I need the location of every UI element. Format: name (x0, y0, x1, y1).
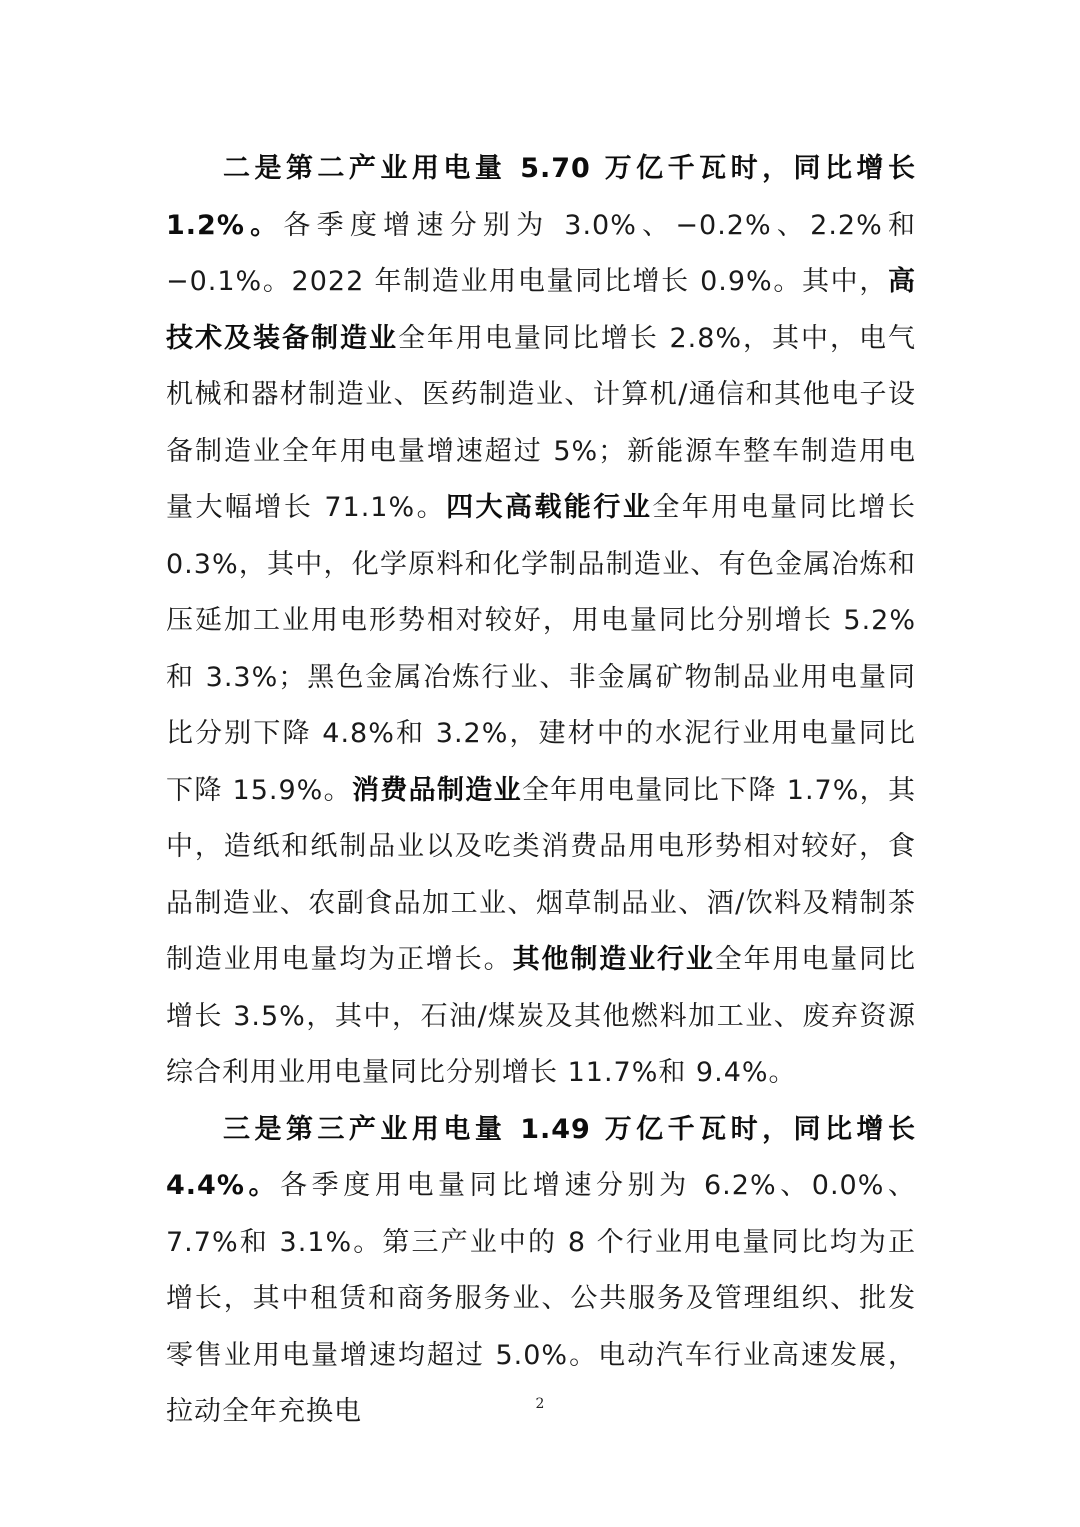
paragraph-tertiary-industry (166, 1102, 916, 1441)
bold-consumer-goods: 消费品制造业 (351, 774, 522, 806)
body-text (166, 141, 916, 1441)
bold-other-manufacturing: 其他制造业行业 (512, 944, 715, 975)
text-run: 全年用电量同比下降 1.7%，其中，造纸和纸制品业以及吃类消费品用电形势相对较好，食品制造业、农副食品加工业、烟草制品业、酒/饮料及精制茶制造业用电量均为正增长。 (166, 774, 917, 975)
text-run: 各季度增速分别为 3.0%、−0.2%、2.2%和−0.1%。2022 年制造业用电量同比增长 0.9%。其中， (166, 209, 916, 297)
bold-energy-intensive: 四大高载能行业 (446, 492, 653, 523)
paragraph-secondary-industry (166, 141, 916, 1102)
page-number: 2 (535, 1396, 545, 1412)
text-run: 各季度用电量同比增速分别为 6.2%、0.0%、7.7%和 3.1%。第三产业中的 8 个行业用电量同比均为正增长，其中租赁和商务服务业、公共服务及管理组织、批发零售业用电量增速均超过 5.0%。电动汽车行业高速发展，拉动全年充换电 (166, 1170, 916, 1427)
bold-high-tech: 高技术及装备制造业 (166, 266, 916, 354)
text-run: 全年用电量同比增长 2.8%，其中，电气机械和器材制造业、医药制造业、计算机/通信和其他电子设备制造业全年用电量增速超过 5%；新能源车整车制造用电量大幅增长 71.1%。 (166, 322, 916, 523)
text-run: 全年用电量同比增长 0.3%，其中，化学原料和化学制品制造业、有色金属冶炼和压延加工业用电形势相对较好，用电量同比分别增长 5.2%和 3.3%；黑色金属冶炼行业、非金属矿物制品业用电量同比分别下降 4.8%和 3.2%，建材中的水泥行业用电量同比下降 15.9%。 (166, 492, 917, 806)
bold-lead-secondary: 二是第二产业用电量 5.70 万亿千瓦时，同比增长 1.2%。 (166, 153, 916, 241)
text-run: 全年用电量同比增长 3.5%，其中，石油/煤炭及其他燃料加工业、废弃资源综合利用业用电量同比分别增长 11.7%和 9.4%。 (166, 944, 917, 1088)
bold-lead-tertiary: 三是第三产业用电量 1.49 万亿千瓦时，同比增长 4.4%。 (166, 1113, 916, 1201)
